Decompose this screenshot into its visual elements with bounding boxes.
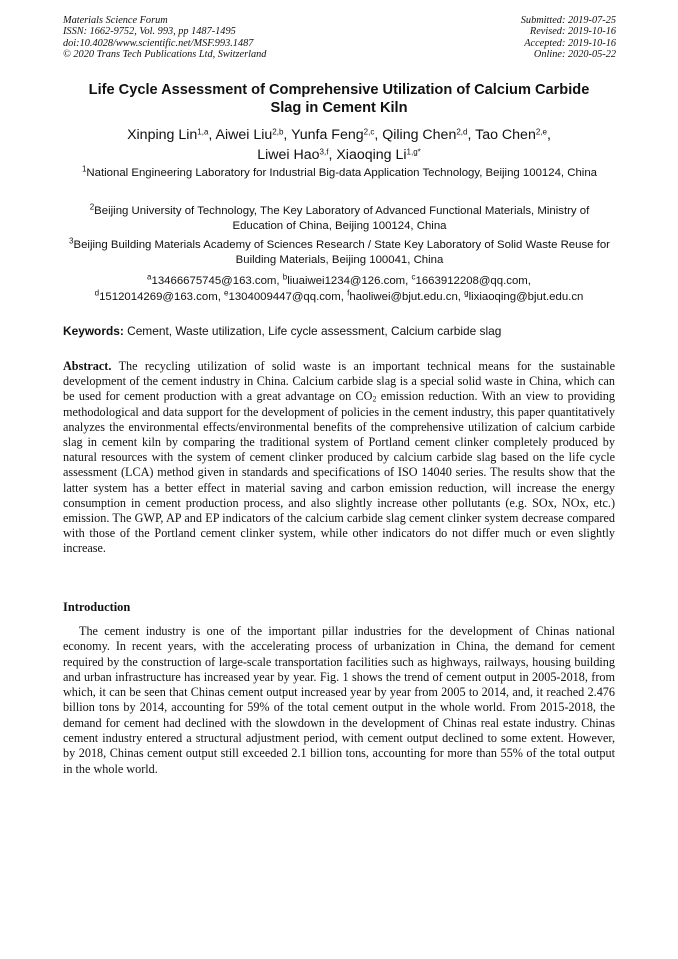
affiliation-2 [63, 204, 616, 234]
email-mark: d [94, 288, 100, 298]
affiliation-text: Beijing Building Materials Academy of Sciences Research / State Key Laboratory of Solid Waste Reuse for Building Materials, Beijing 100041, China [73, 239, 610, 267]
author-affiliation-mark: 2,b [272, 127, 284, 137]
keywords-text: Cement, Waste utilization, Life cycle assessment, Calcium carbide slag [127, 324, 502, 338]
co2-subscript: 2 [372, 395, 377, 404]
affiliation-mark: 2 [89, 202, 95, 212]
journal-header-right [521, 15, 616, 61]
affiliation-1 [63, 166, 616, 181]
revised-date: Revised: 2019-10-16 [529, 26, 616, 38]
author-name: Liwei Hao [257, 147, 320, 163]
affiliation-text: National Engineering Laboratory for Industrial Big-data Application Technology, Beijing 100124, China [86, 167, 598, 179]
email-address[interactable]: lixiaoqing@bjut.edu.cn [468, 291, 584, 303]
email-address[interactable]: 1663912208@qq.com [415, 275, 528, 287]
author-name: Aiwei Liu [215, 127, 273, 143]
author-line-1: Xinping Lin$^{1,a}$, Aiwei Liu$^{2,b}$, Yunfa Feng$^{2,c}$, Qiling Chen$^{2,d}$, Tao Chen$^{2,e}$, [127, 127, 551, 143]
author-affiliation-mark: 1,a [197, 127, 209, 137]
email-address[interactable]: liuaiwei1234@126.com [287, 275, 406, 287]
author-line-2: Liwei Hao$^{3,f}$, Xiaoqing $Li^{1,g*}$ [257, 147, 421, 163]
abstract-text-part2: emission reduction. With an view to providing methodological and data support for the development of policies in the cement industry, this paper quantitatively analyzes the environmental effects/environmental benefits of the comprehensive utilization of calcium carbide slag in cement kiln by comparing the traditional system of Portland cement clinker completely produced by natural resources with the system of cement clinker produced by calcium carbide slag based on the life cycle assessment (LCA) method given in standards and specifications of ISO 14040 series. The results show that the latter system has a better effect in material saving and carbon emission reduction, will increase the energy consumption in cement production process, and also slightly increase other pollutants (e.g. SOx, NOx, etc.) emission. The GWP, AP and EP indicators of the calcium carbide slag cement clinker system decrease compared with those of the Portland cement clinker system, while other indicators do not differ much or even slightly increase. [63, 389, 615, 556]
email-line-2: $^d$1512014269@163.com, $^e$1304009447@qq.com, $^f$haoliwei@bjut.edu.cn, $^g$lixiaoqing@bjut.edu.cn [94, 288, 584, 303]
affiliation-mark: 3 [69, 236, 74, 246]
author-name: Qiling Chen [382, 127, 457, 143]
author-name: Yunfa Feng [291, 127, 364, 143]
title-line-2: Slag in Cement Kiln [270, 100, 408, 116]
author-affiliation-mark: 2,c [363, 127, 375, 137]
author-affiliation-mark: 1,g* [406, 147, 421, 157]
email-mark: e [224, 288, 229, 298]
affiliation-3 [63, 238, 616, 268]
email-address[interactable]: haoliwei@bjut.edu.cn [349, 291, 458, 303]
email-mark: f [347, 288, 350, 298]
email-mark: c [411, 272, 416, 282]
email-line-1: $^a$13466675745@163.com, $^b$liuaiwei1234@126.com, $^c$1663912208@qq.com, [147, 272, 531, 287]
author-affiliation-mark: 2,d [456, 127, 468, 137]
email-address[interactable]: 1512014269@163.com [99, 291, 218, 303]
email-mark: a [147, 272, 152, 282]
introduction-heading: Introduction [63, 600, 131, 614]
affiliation-text: Beijing University of Technology, The Key Laboratory of Advanced Functional Materials, Ministry of Education of China, Beijing 100124, China [94, 205, 590, 233]
paper-title [50, 81, 628, 117]
copyright-line: © 2020 Trans Tech Publications Ltd, Switzerland [63, 49, 267, 61]
author-affiliation-mark: 3,f [319, 147, 329, 157]
author-name: Tao Chen [475, 127, 536, 143]
email-mark: b [282, 272, 288, 282]
author-name: Xinping Lin [127, 127, 198, 143]
author-affiliation-mark: 2,e [535, 127, 547, 137]
email-mark: g [464, 288, 469, 298]
abstract [63, 359, 615, 557]
affiliation-mark: 1 [81, 164, 87, 174]
email-list [55, 273, 623, 305]
email-address[interactable]: 1304009447@qq.com [228, 291, 341, 303]
issn-line: ISSN: 1662-9752, Vol. 993, pp 1487-1495 [63, 26, 236, 38]
abstract-text-part1: The recycling utilization of solid waste is an important technical means for the sustainable development of the cement industry in China. Calcium carbide slag is a special solid waste in China, which can be used for cement production with a great advantage on CO [63, 359, 616, 404]
journal-header-left [63, 15, 266, 61]
keywords [63, 323, 616, 339]
email-address[interactable]: 13466675745@163.com [151, 275, 277, 287]
author-name: Xiaoqing Li [336, 147, 407, 163]
journal-name: Materials Science Forum [63, 15, 168, 26]
abstract-label: Abstract. [63, 359, 112, 373]
keywords-label: Keywords: [63, 324, 124, 338]
doi-line: doi:10.4028/www.scientific.net/MSF.993.1487 [63, 37, 254, 49]
introduction-paragraph: The cement industry is one of the important pillar industries for the development of Chinas national economy. In recent years, with the accelerating process of urbanization in China, the demand for cement required by the construction of large-scale transportation facilities such as highways, railways, housing building and urban infrastructure has increased year by year. Fig. 1 shows the trend of cement output in 2005-2018, from which, it can be seen that Chinas cement output increased year by year from 2005 to 2014, and, it reached 2.476 billion tons by 2014, accounting for 59% of the total cement output in the whole world. From 2015-2018, the demand for cement had declined with the slowdown in the development of Chinas real estate industry. Chinas cement industry entered a structural adjustment period, with cement output declined to some extent. However, by 2018, Chinas cement output still exceeded 2.1 billion tons, accounting for more than 55% of the total output in the whole world. [63, 624, 615, 776]
online-date: Online: 2020-05-22 [533, 49, 616, 61]
author-list [50, 125, 628, 165]
accepted-date: Accepted: 2019-10-16 [524, 37, 616, 49]
submitted-date: Submitted: 2019-07-25 [520, 15, 616, 26]
title-line-1: Life Cycle Assessment of Comprehensive Utilization of Calcium Carbide [88, 82, 590, 98]
